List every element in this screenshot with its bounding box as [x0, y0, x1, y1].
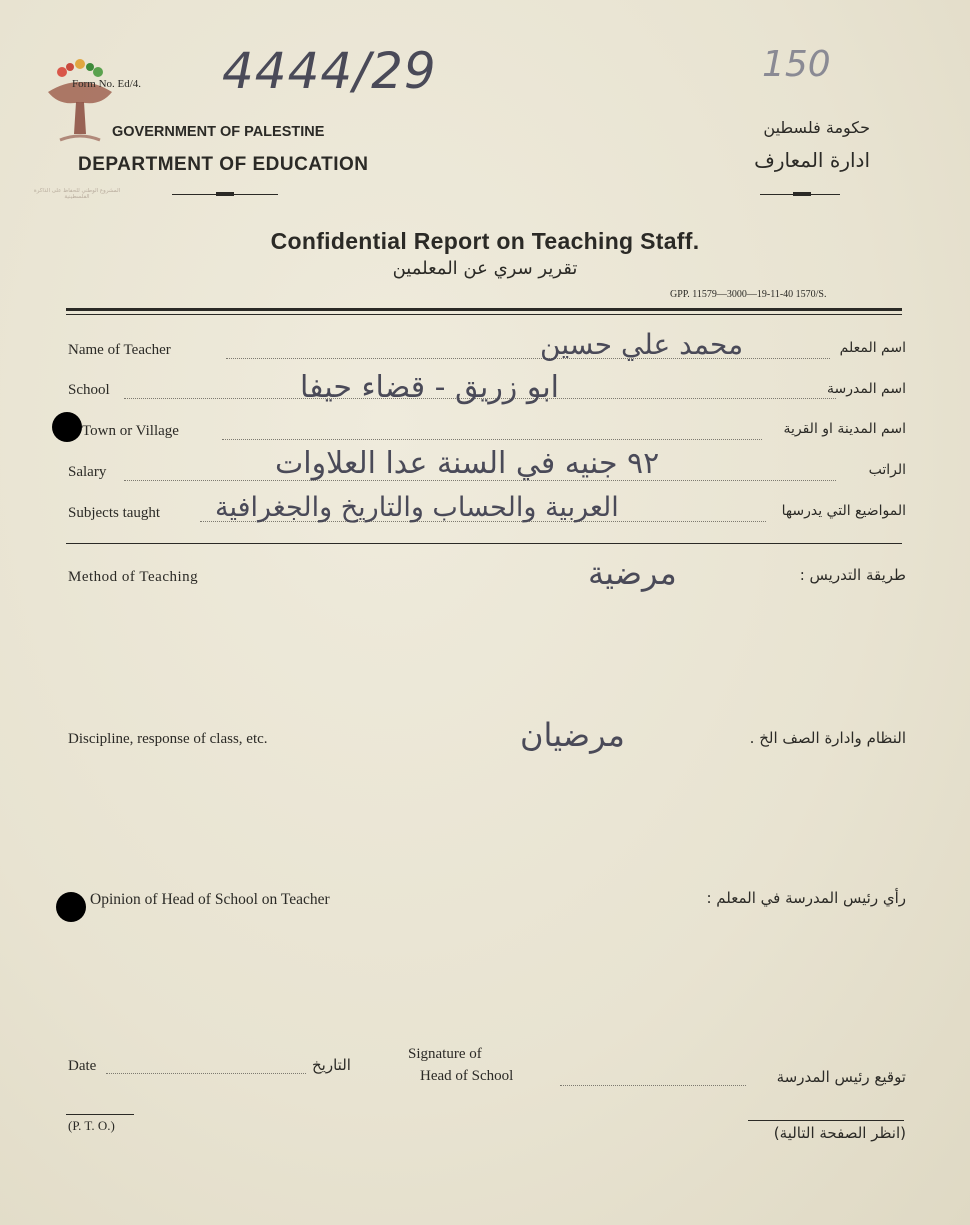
right-header-mark [793, 192, 811, 196]
method-value: مرضية [588, 554, 677, 592]
report-title-ar: تقرير سري عن المعلمين [392, 258, 578, 279]
discipline-label-ar: النظام وادارة الصف الخ . [749, 729, 906, 747]
signature-label-line2: Head of School [420, 1068, 514, 1084]
form-number: Form No. Ed/4. [72, 78, 142, 90]
archive-tree-logo [40, 52, 120, 152]
left-header-mark [216, 192, 234, 196]
top-rule-thin [66, 314, 902, 315]
field-school-value: ابو زريق - قضاء حيفا [300, 370, 560, 405]
page-number-handwritten: 150 [762, 44, 831, 85]
discipline-value: مرضيان [520, 716, 625, 754]
method-label: Method of Teaching [68, 569, 199, 585]
field-name-value: محمد علي حسين [540, 328, 744, 361]
field-town-line [222, 439, 762, 440]
signature-label-ar: توقيع رئيس المدرسة [776, 1068, 906, 1086]
field-town-label: Town or Village [82, 423, 179, 439]
field-school-label: School [68, 382, 110, 398]
method-label-ar: طريقة التدريس : [799, 566, 906, 584]
next-page-label-ar: (انظر الصفحة التالية) [773, 1124, 906, 1142]
field-subjects-value: العربية والحساب والتاريخ والجغرافية [215, 492, 619, 523]
field-town-label-ar: اسم المدينة او القرية [783, 421, 906, 437]
next-page-rule [748, 1120, 904, 1121]
archive-caption: المشروع الوطني للحفاظ على الذاكرة الفلسطينية [33, 188, 121, 200]
field-salary-label: Salary [68, 464, 107, 480]
date-label: Date [68, 1058, 97, 1074]
field-salary-value: ٩٢ جنيه في السنة عدا العلاوات [275, 446, 660, 481]
field-subjects-label-ar: المواضيع التي يدرسها [781, 503, 906, 519]
top-rule-thick [66, 308, 902, 311]
print-code: GPP. 11579—3000—19-11-40 1570/S. [670, 289, 827, 300]
field-name-label-ar: اسم المعلم [839, 340, 906, 356]
field-school-label-ar: اسم المدرسة [827, 381, 906, 397]
department-title-ar: ادارة المعارف [754, 148, 870, 172]
field-salary-label-ar: الراتب [868, 462, 906, 478]
signature-label-line1: Signature of [408, 1046, 482, 1062]
report-title: Confidential Report on Teaching Staff. [270, 228, 700, 254]
date-label-ar: التاريخ [312, 1056, 351, 1074]
government-title: GOVERNMENT OF PALESTINE [112, 124, 325, 140]
date-line [106, 1073, 306, 1074]
field-subjects-label: Subjects taught [68, 505, 161, 521]
signature-line [560, 1085, 746, 1086]
government-title-ar: حكومة فلسطين [763, 118, 870, 137]
department-title: DEPARTMENT OF EDUCATION [78, 154, 369, 175]
fields-bottom-rule [66, 543, 902, 544]
file-reference-handwritten: 4444/29 [222, 42, 437, 100]
field-name-label: Name of Teacher [68, 342, 171, 358]
pto-label: (P. T. O.) [68, 1118, 115, 1133]
opinion-label-ar: رأي رئيس المدرسة في المعلم : [706, 889, 906, 907]
pto-rule [66, 1114, 134, 1115]
discipline-label: Discipline, response of class, etc. [68, 731, 268, 747]
opinion-label: Opinion of Head of School on Teacher [90, 891, 330, 908]
